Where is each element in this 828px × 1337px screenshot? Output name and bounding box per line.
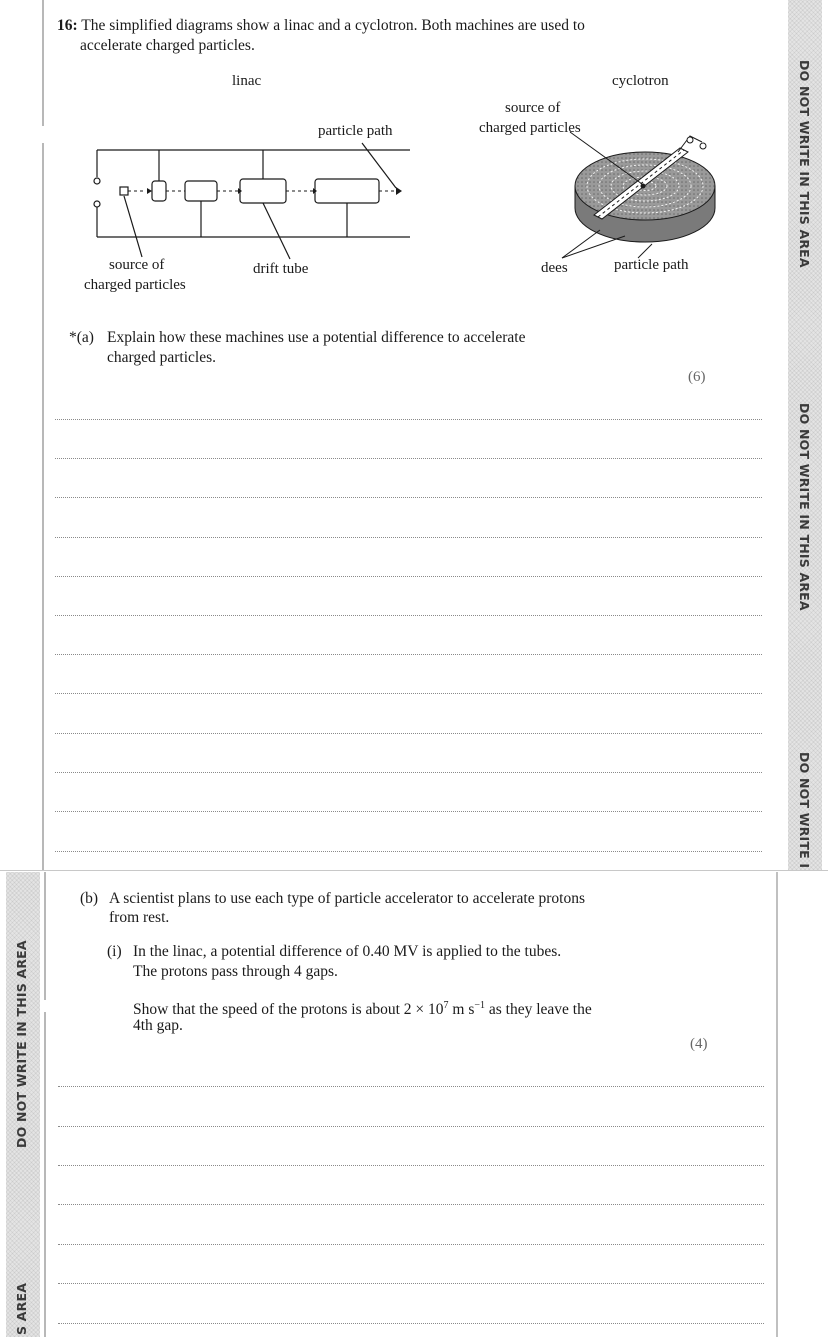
drift-tube-label: drift tube: [253, 261, 309, 277]
linac-title: linac: [232, 73, 262, 89]
drift-tube-4: [315, 179, 379, 203]
left-border-middle: [42, 143, 44, 870]
part-b-label: (b): [80, 890, 99, 907]
answer-line[interactable]: [55, 537, 762, 538]
margin-warning-4: DO NOT WRITE IN THIS AREA: [14, 940, 29, 1148]
answer-line[interactable]: [55, 811, 762, 812]
margin-warning-5: S AREA: [14, 1282, 29, 1335]
answer-line[interactable]: [55, 576, 762, 577]
dees-label: dees: [541, 260, 568, 276]
answer-line[interactable]: [55, 419, 762, 420]
linac-source-label-2: charged particles: [84, 277, 186, 293]
answer-line[interactable]: [55, 772, 762, 773]
cyc-source-label-1: source of: [505, 100, 561, 116]
answer-line[interactable]: [55, 733, 762, 734]
answer-line[interactable]: [58, 1204, 764, 1205]
show-text-pre: Show that the speed of the protons is about 2 × 10: [133, 1001, 444, 1019]
show-exponent: 7: [443, 1000, 449, 1011]
question-number: 16:: [57, 17, 78, 34]
answer-line[interactable]: [55, 851, 762, 852]
part-a-marks: (6): [688, 369, 706, 385]
asterisk: *: [69, 329, 77, 346]
left-border-upper: [42, 0, 44, 126]
left-border-lower: [44, 872, 46, 1000]
drift-tube-1: [152, 181, 166, 201]
dees-leader-2: [562, 236, 625, 258]
exit-terminal-icon: [687, 137, 693, 143]
cyclotron-diagram: [540, 128, 730, 268]
answer-line[interactable]: [55, 654, 762, 655]
part-b-i-label: (i): [107, 943, 122, 960]
terminal-bottom-icon: [94, 201, 100, 207]
show-unit-exponent: −1: [474, 1000, 486, 1011]
answer-line[interactable]: [55, 497, 762, 498]
dees-leader-1: [562, 230, 600, 258]
linac-diagram: [80, 130, 420, 260]
right-border: [776, 872, 778, 1337]
answer-line[interactable]: [58, 1244, 764, 1245]
exit-terminal-icon-2: [700, 143, 706, 149]
cyclotron-title: cyclotron: [612, 73, 669, 89]
part-b-i-line-2: The protons pass through 4 gaps.: [133, 963, 338, 980]
part-b-line-1: A scientist plans to use each type of particle accelerator to accelerate protons: [109, 890, 585, 907]
answer-line[interactable]: [58, 1126, 764, 1127]
source-leader: [124, 196, 142, 257]
left-border-bottom: [44, 1012, 46, 1337]
cyclotron-source-icon: [641, 184, 646, 189]
source-box: [120, 187, 128, 195]
show-text-post: as they leave the: [485, 1001, 592, 1019]
margin-warning-1: DO NOT WRITE IN THIS AREA: [797, 60, 812, 268]
exit-arrow-icon: [396, 187, 402, 195]
cyc-particle-path-leader: [638, 244, 652, 258]
answer-line[interactable]: [58, 1165, 764, 1166]
margin-warning-3: DO NOT WRITE I: [797, 752, 812, 869]
part-b-i-show-line: [133, 996, 592, 1019]
part-b-i-marks: (4): [690, 1036, 708, 1052]
intro-line-1: The simplified diagrams show a linac and a cyclotron. Both machines are used to: [81, 17, 585, 34]
margin-warning-2: DO NOT WRITE IN THIS AREA: [797, 403, 812, 611]
part-a-line-2: charged particles.: [107, 349, 217, 366]
part-a-label: [69, 328, 94, 347]
cyc-particle-path-label: particle path: [614, 257, 689, 273]
cyc-source-label-2: charged particles: [479, 120, 581, 136]
part-b-i-line-4: 4th gap.: [133, 1017, 183, 1034]
drift-tube-3: [240, 179, 286, 203]
answer-line[interactable]: [58, 1086, 764, 1087]
answer-line[interactable]: [55, 458, 762, 459]
part-b-i-line-1: In the linac, a potential difference of 0.40 MV is applied to the tubes.: [133, 943, 562, 960]
linac-source-label-1: source of: [109, 257, 165, 273]
question-intro: [57, 16, 585, 35]
answer-line[interactable]: [58, 1323, 764, 1324]
show-unit: m s: [448, 1001, 475, 1019]
part-a-line-1: Explain how these machines use a potential difference to accelerate: [107, 329, 526, 346]
drift-tube-2: [185, 181, 217, 201]
linac-particle-path-label: particle path: [318, 123, 393, 139]
answer-line[interactable]: [55, 615, 762, 616]
drift-tube-leader: [263, 203, 290, 259]
page-split-line: [0, 870, 828, 871]
answer-line[interactable]: [58, 1283, 764, 1284]
answer-line[interactable]: [55, 693, 762, 694]
part-a-number: (a): [76, 329, 94, 346]
terminal-top-icon: [94, 178, 100, 184]
part-b-line-2: from rest.: [109, 909, 170, 926]
intro-line-2: accelerate charged particles.: [80, 37, 255, 54]
